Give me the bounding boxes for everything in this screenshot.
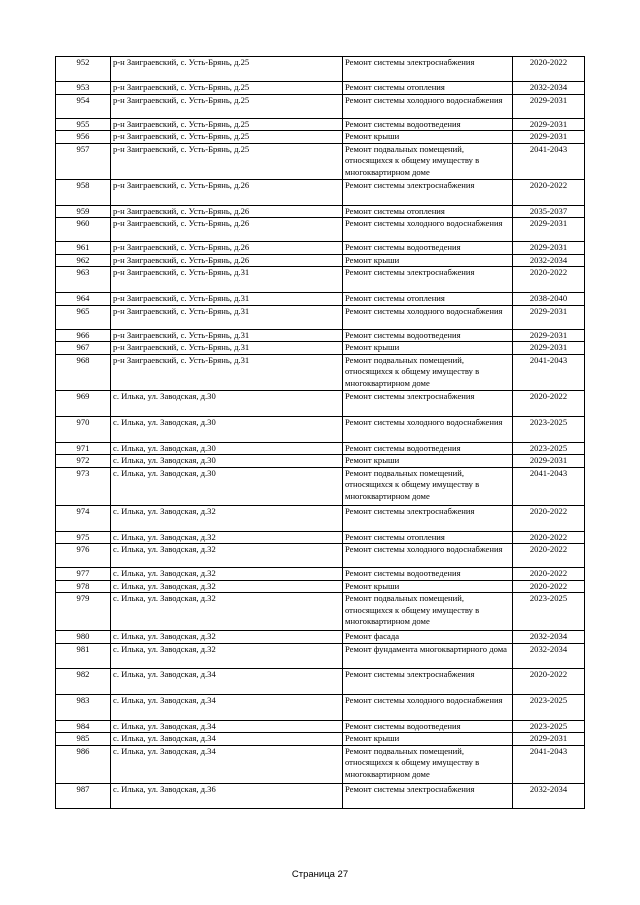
period-cell: 2041-2043 [513,467,585,505]
table-row [56,733,585,746]
work-type-cell: Ремонт фасада [343,631,513,644]
period-cell: 2020-2022 [513,531,585,544]
work-type-cell: Ремонт фундамента многоквартирного дома [343,643,513,668]
row-number-cell: 980 [56,631,111,644]
period-cell: 2023-2025 [513,416,585,442]
table-row [56,568,585,581]
row-number-cell: 964 [56,293,111,306]
work-type-cell: Ремонт системы холодного водоснабжения [343,544,513,568]
table-row [56,354,585,390]
address-cell: с. Илька, ул. Заводская, д.36 [111,783,343,808]
period-cell: 2029-2031 [513,455,585,468]
table-row [56,745,585,783]
period-cell: 2029-2031 [513,242,585,255]
row-number-cell: 983 [56,694,111,720]
address-cell: с. Илька, ул. Заводская, д.34 [111,733,343,746]
row-number-cell: 965 [56,305,111,329]
work-type-cell: Ремонт системы электроснабжения [343,668,513,694]
address-cell: р-н Заиграевский, с. Усть-Брянь, д.26 [111,218,343,242]
work-type-cell: Ремонт системы отопления [343,293,513,306]
table-row [56,783,585,808]
table-row [56,143,585,179]
work-type-cell: Ремонт системы электроснабжения [343,57,513,82]
address-cell: с. Илька, ул. Заводская, д.30 [111,416,343,442]
work-type-cell: Ремонт крыши [343,580,513,593]
address-cell: с. Илька, ул. Заводская, д.34 [111,668,343,694]
work-type-cell: Ремонт системы холодного водоснабжения [343,694,513,720]
period-cell: 2029-2031 [513,733,585,746]
period-cell: 2023-2025 [513,694,585,720]
table-body [56,57,585,809]
work-type-cell: Ремонт системы электроснабжения [343,783,513,808]
period-cell: 2035-2037 [513,205,585,218]
address-cell: р-н Заиграевский, с. Усть-Брянь, д.26 [111,254,343,267]
row-number-cell: 978 [56,580,111,593]
period-cell: 2023-2025 [513,720,585,733]
work-type-cell: Ремонт системы холодного водоснабжения [343,305,513,329]
row-number-cell: 972 [56,455,111,468]
period-cell: 2032-2034 [513,82,585,95]
table-row [56,131,585,144]
row-number-cell: 958 [56,179,111,205]
row-number-cell: 962 [56,254,111,267]
row-number-cell: 974 [56,505,111,531]
table-row [56,82,585,95]
period-cell: 2020-2022 [513,544,585,568]
row-number-cell: 959 [56,205,111,218]
work-type-cell: Ремонт системы водоотведения [343,118,513,131]
row-number-cell: 956 [56,131,111,144]
work-type-cell: Ремонт крыши [343,342,513,355]
table-row [56,94,585,118]
period-cell: 2020-2022 [513,57,585,82]
table-row [56,631,585,644]
work-type-cell: Ремонт крыши [343,455,513,468]
address-cell: р-н Заиграевский, с. Усть-Брянь, д.25 [111,94,343,118]
address-cell: с. Илька, ул. Заводская, д.30 [111,467,343,505]
address-cell: р-н Заиграевский, с. Усть-Брянь, д.31 [111,305,343,329]
row-number-cell: 968 [56,354,111,390]
work-type-cell: Ремонт системы электроснабжения [343,390,513,416]
period-cell: 2020-2022 [513,668,585,694]
row-number-cell: 963 [56,267,111,293]
period-cell: 2032-2034 [513,643,585,668]
address-cell: с. Илька, ул. Заводская, д.30 [111,455,343,468]
work-type-cell: Ремонт подвальных помещений, относящихся к общему имуществу в многоквартирном доме [343,143,513,179]
work-type-cell: Ремонт подвальных помещений, относящихся к общему имуществу в многоквартирном доме [343,593,513,631]
row-number-cell: 955 [56,118,111,131]
work-type-cell: Ремонт системы холодного водоснабжения [343,218,513,242]
work-type-cell: Ремонт системы холодного водоснабжения [343,416,513,442]
period-cell: 2041-2043 [513,143,585,179]
period-cell: 2029-2031 [513,342,585,355]
row-number-cell: 960 [56,218,111,242]
work-type-cell: Ремонт крыши [343,733,513,746]
table-row [56,531,585,544]
row-number-cell: 970 [56,416,111,442]
address-cell: с. Илька, ул. Заводская, д.30 [111,390,343,416]
period-cell: 2020-2022 [513,505,585,531]
row-number-cell: 966 [56,329,111,342]
table-row [56,242,585,255]
period-cell: 2041-2043 [513,745,585,783]
row-number-cell: 985 [56,733,111,746]
table-row [56,267,585,293]
address-cell: р-н Заиграевский, с. Усть-Брянь, д.31 [111,354,343,390]
capital-repair-table [55,56,585,809]
address-cell: р-н Заиграевский, с. Усть-Брянь, д.26 [111,179,343,205]
table-row [56,694,585,720]
address-cell: с. Илька, ул. Заводская, д.34 [111,694,343,720]
row-number-cell: 973 [56,467,111,505]
table-row [56,329,585,342]
table-row [56,342,585,355]
address-cell: р-н Заиграевский, с. Усть-Брянь, д.25 [111,82,343,95]
work-type-cell: Ремонт подвальных помещений, относящихся к общему имуществу в многоквартирном доме [343,354,513,390]
table-row [56,455,585,468]
table-row [56,505,585,531]
table-row [56,254,585,267]
address-cell: с. Илька, ул. Заводская, д.32 [111,505,343,531]
address-cell: с. Илька, ул. Заводская, д.32 [111,593,343,631]
work-type-cell: Ремонт системы холодного водоснабжения [343,94,513,118]
table-row [56,467,585,505]
work-type-cell: Ремонт крыши [343,131,513,144]
row-number-cell: 987 [56,783,111,808]
table-row [56,580,585,593]
period-cell: 2020-2022 [513,267,585,293]
address-cell: р-н Заиграевский, с. Усть-Брянь, д.31 [111,293,343,306]
address-cell: с. Илька, ул. Заводская, д.32 [111,568,343,581]
period-cell: 2029-2031 [513,118,585,131]
work-type-cell: Ремонт подвальных помещений, относящихся к общему имуществу в многоквартирном доме [343,745,513,783]
work-type-cell: Ремонт системы водоотведения [343,568,513,581]
work-type-cell: Ремонт системы водоотведения [343,442,513,455]
address-cell: с. Илька, ул. Заводская, д.32 [111,643,343,668]
work-type-cell: Ремонт системы электроснабжения [343,505,513,531]
address-cell: р-н Заиграевский, с. Усть-Брянь, д.26 [111,242,343,255]
table-row [56,720,585,733]
period-cell: 2023-2025 [513,593,585,631]
work-type-cell: Ремонт системы водоотведения [343,329,513,342]
row-number-cell: 971 [56,442,111,455]
period-cell: 2029-2031 [513,131,585,144]
period-cell: 2020-2022 [513,179,585,205]
work-type-cell: Ремонт системы отопления [343,82,513,95]
table-row [56,390,585,416]
period-cell: 2041-2043 [513,354,585,390]
period-cell: 2023-2025 [513,442,585,455]
table-row [56,179,585,205]
table-row [56,668,585,694]
table-row [56,305,585,329]
address-cell: р-н Заиграевский, с. Усть-Брянь, д.31 [111,342,343,355]
period-cell: 2029-2031 [513,305,585,329]
work-type-cell: Ремонт системы водоотведения [343,720,513,733]
table-row [56,544,585,568]
period-cell: 2020-2022 [513,568,585,581]
row-number-cell: 961 [56,242,111,255]
table-row [56,118,585,131]
table-row [56,442,585,455]
work-type-cell: Ремонт системы электроснабжения [343,179,513,205]
work-type-cell: Ремонт подвальных помещений, относящихся к общему имуществу в многоквартирном доме [343,467,513,505]
period-cell: 2038-2040 [513,293,585,306]
address-cell: с. Илька, ул. Заводская, д.30 [111,442,343,455]
work-type-cell: Ремонт системы отопления [343,531,513,544]
row-number-cell: 976 [56,544,111,568]
address-cell: р-н Заиграевский, с. Усть-Брянь, д.31 [111,267,343,293]
row-number-cell: 969 [56,390,111,416]
work-type-cell: Ремонт крыши [343,254,513,267]
row-number-cell: 957 [56,143,111,179]
row-number-cell: 981 [56,643,111,668]
address-cell: с. Илька, ул. Заводская, д.34 [111,745,343,783]
period-cell: 2032-2034 [513,631,585,644]
row-number-cell: 982 [56,668,111,694]
period-cell: 2029-2031 [513,94,585,118]
address-cell: р-н Заиграевский, с. Усть-Брянь, д.25 [111,57,343,82]
period-cell: 2020-2022 [513,580,585,593]
address-cell: р-н Заиграевский, с. Усть-Брянь, д.25 [111,118,343,131]
row-number-cell: 977 [56,568,111,581]
period-cell: 2032-2034 [513,254,585,267]
work-type-cell: Ремонт системы отопления [343,205,513,218]
table-row [56,643,585,668]
address-cell: с. Илька, ул. Заводская, д.32 [111,544,343,568]
address-cell: с. Илька, ул. Заводская, д.32 [111,631,343,644]
address-cell: р-н Заиграевский, с. Усть-Брянь, д.31 [111,329,343,342]
page-footer: Страница 27 [291,869,349,880]
row-number-cell: 967 [56,342,111,355]
row-number-cell: 954 [56,94,111,118]
address-cell: с. Илька, ул. Заводская, д.32 [111,531,343,544]
address-cell: р-н Заиграевский, с. Усть-Брянь, д.25 [111,143,343,179]
period-cell: 2029-2031 [513,329,585,342]
period-cell: 2032-2034 [513,783,585,808]
address-cell: р-н Заиграевский, с. Усть-Брянь, д.25 [111,131,343,144]
row-number-cell: 986 [56,745,111,783]
table-row [56,57,585,82]
address-cell: р-н Заиграевский, с. Усть-Брянь, д.26 [111,205,343,218]
period-cell: 2020-2022 [513,390,585,416]
row-number-cell: 984 [56,720,111,733]
table-row [56,416,585,442]
table-row [56,293,585,306]
work-type-cell: Ремонт системы водоотведения [343,242,513,255]
row-number-cell: 952 [56,57,111,82]
period-cell: 2029-2031 [513,218,585,242]
row-number-cell: 979 [56,593,111,631]
row-number-cell: 975 [56,531,111,544]
address-cell: с. Илька, ул. Заводская, д.34 [111,720,343,733]
table-row [56,218,585,242]
table-row [56,593,585,631]
address-cell: с. Илька, ул. Заводская, д.32 [111,580,343,593]
row-number-cell: 953 [56,82,111,95]
table-row [56,205,585,218]
work-type-cell: Ремонт системы электроснабжения [343,267,513,293]
